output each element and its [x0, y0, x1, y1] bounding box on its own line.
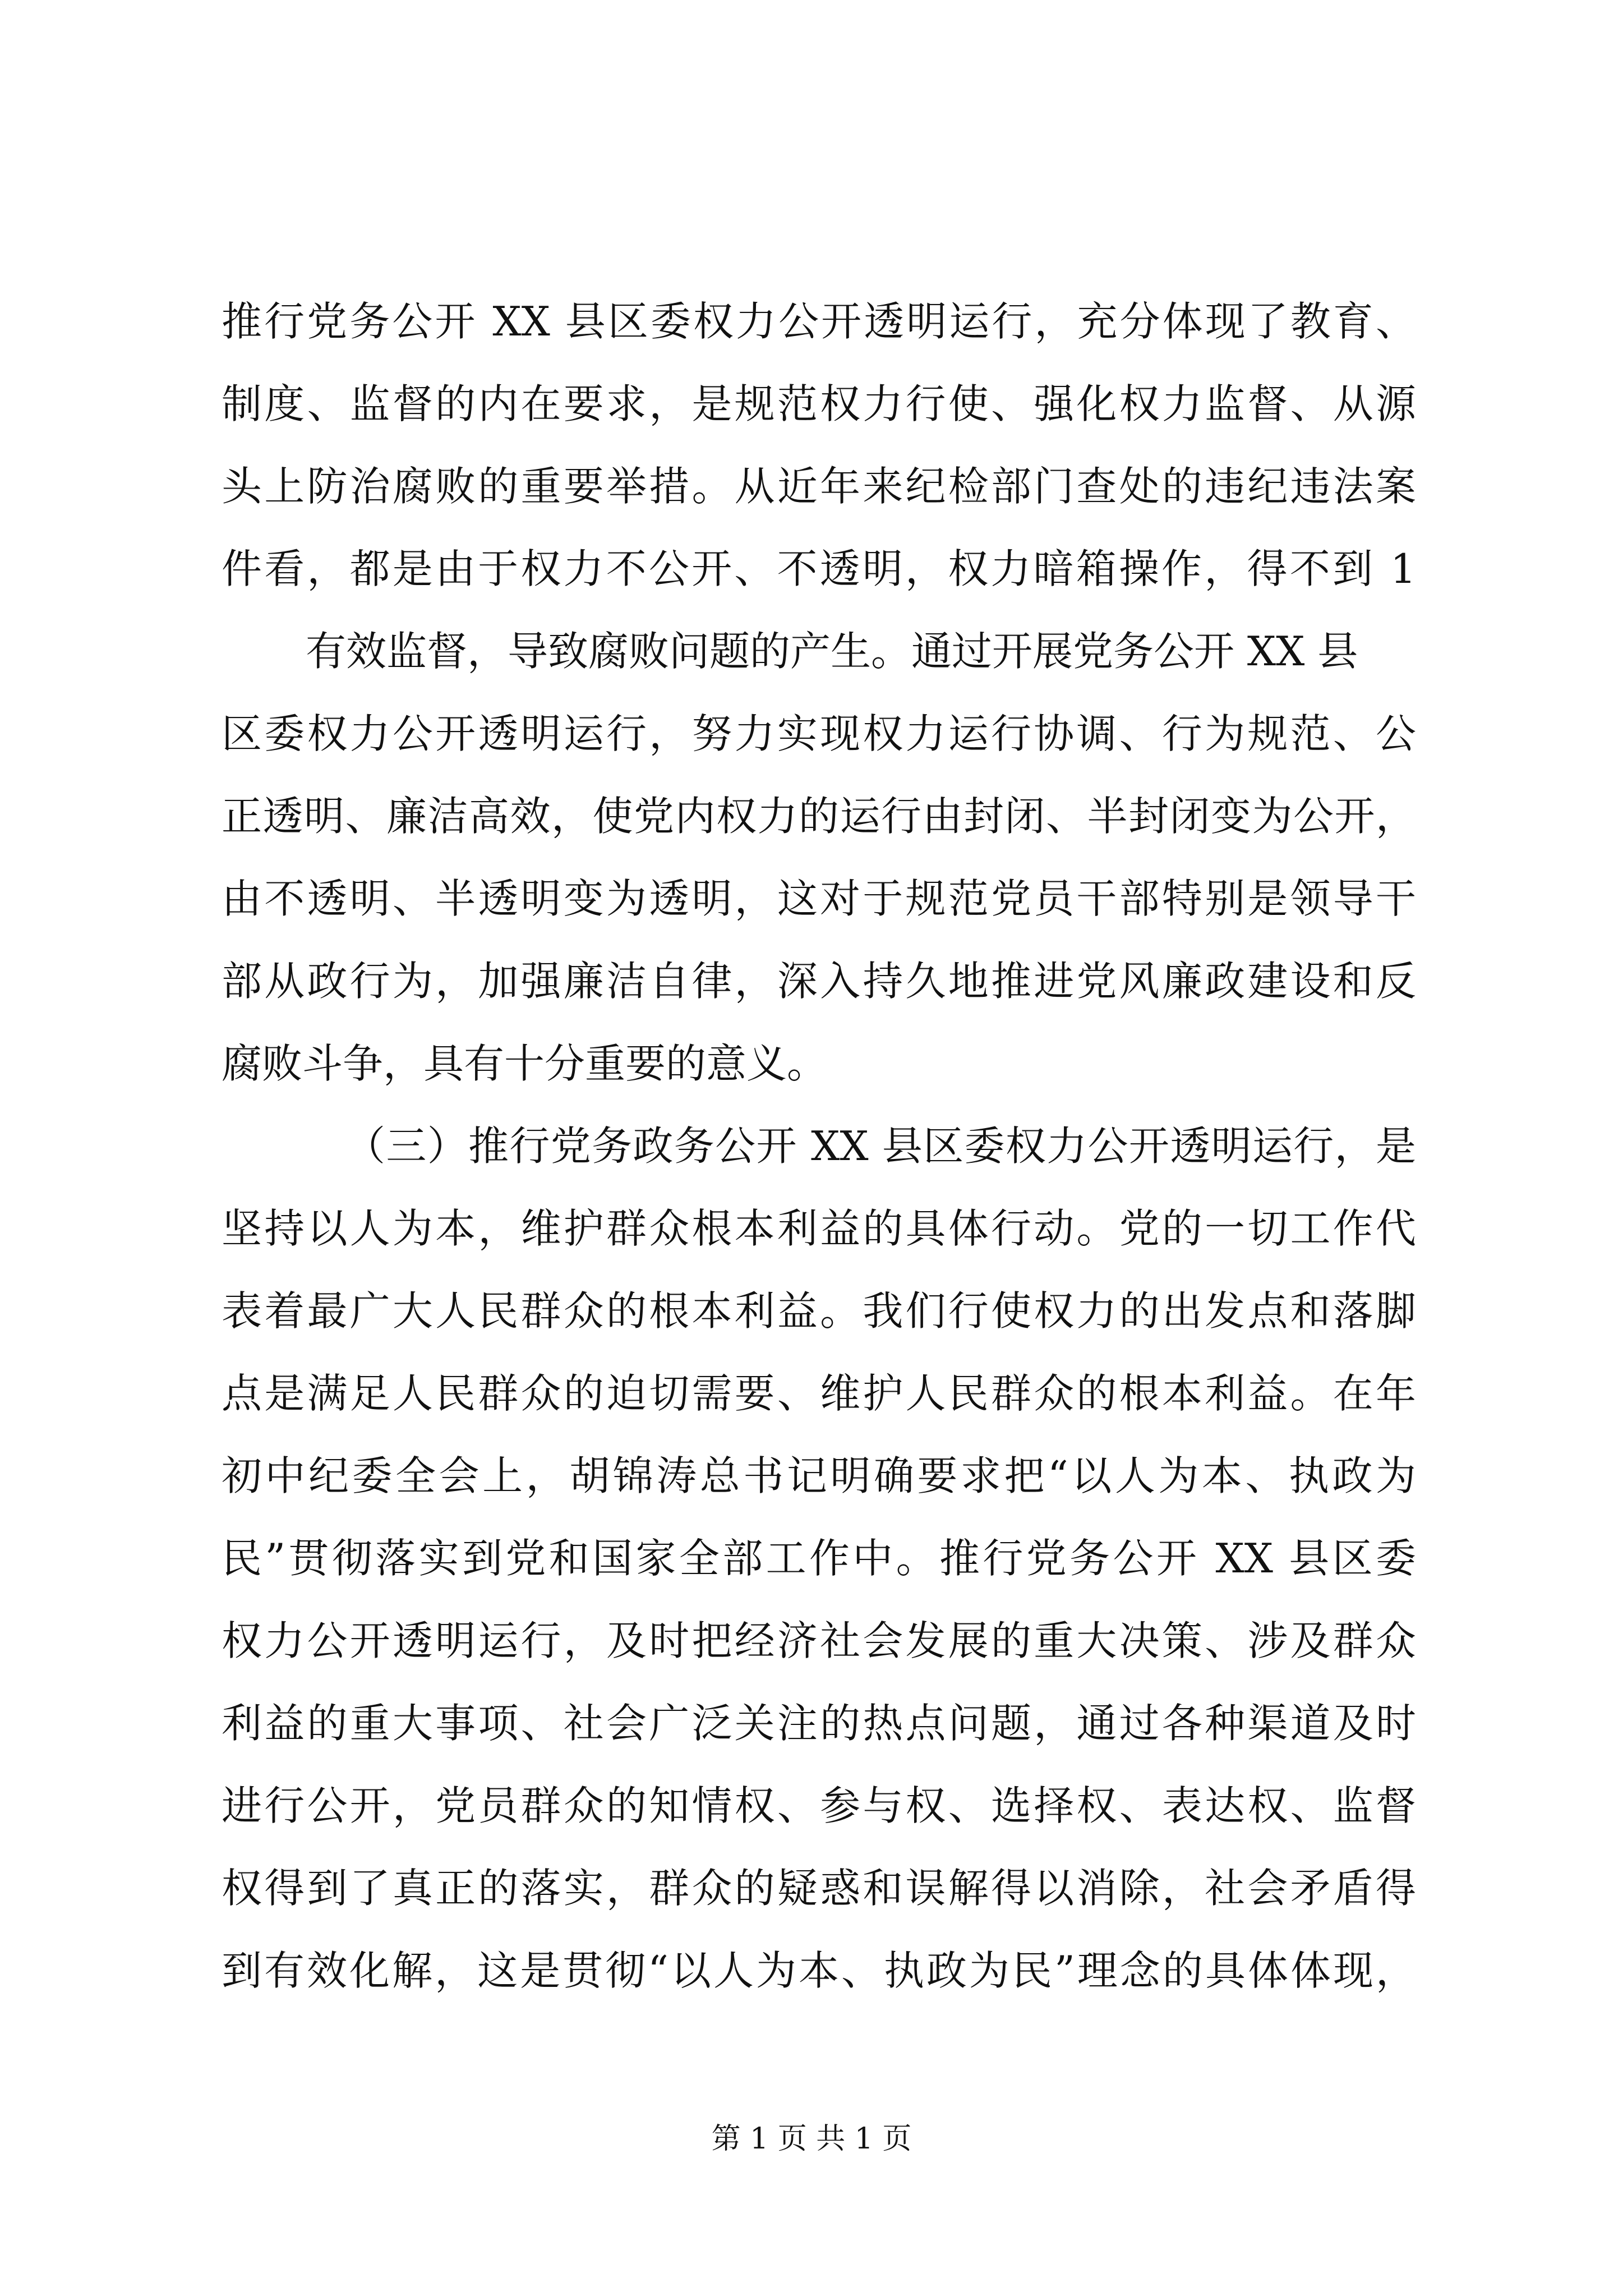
- text-line: 正透明、廉洁高效，使党内权力的运行由封闭、半封闭变为公开，: [222, 793, 1416, 840]
- page-footer: 第 1 页 共 1 页: [711, 2122, 912, 2156]
- text-line: 权得到了真正的落实，群众的疑惑和误解得以消除，社会矛盾得: [222, 1865, 1416, 1912]
- text-line: （三）推行党务政务公开 XX 县区委权力公开透明运行，是: [345, 1122, 1416, 1170]
- text-line: 区委权力公开透明运行，努力实现权力运行协调、行为规范、公: [222, 710, 1416, 757]
- text-line: 头上防治腐败的重要举措。从近年来纪检部门查处的违纪违法案: [222, 463, 1416, 510]
- text-line: 进行公开，党员群众的知情权、参与权、选择权、表达权、监督: [222, 1782, 1416, 1829]
- text-line: 由不透明、半透明变为透明，这对于规范党员干部特别是领导干: [222, 875, 1416, 922]
- text-line: 部从政行为，加强廉洁自律，深入持久地推进党风廉政建设和反: [222, 958, 1416, 1005]
- text-line: 利益的重大事项、社会广泛关注的热点问题，通过各种渠道及时: [222, 1700, 1416, 1747]
- text-line: 表着最广大人民群众的根本利益。我们行使权力的出发点和落脚: [222, 1287, 1416, 1335]
- text-line: 点是满足人民群众的迫切需要、维护人民群众的根本利益。在年: [222, 1370, 1416, 1417]
- text-line: 有效监督，导致腐败问题的产生。通过开展党务公开 XX 县: [306, 628, 1358, 675]
- text-line: 腐败斗争，具有十分重要的意义。: [222, 1040, 828, 1087]
- text-line: 民”贯彻落实到党和国家全部工作中。推行党务公开 XX 县区委: [222, 1535, 1416, 1582]
- text-line: 坚持以人为本，维护群众根本利益的具体行动。党的一切工作代: [222, 1205, 1416, 1252]
- text-line: 权力公开透明运行，及时把经济社会发展的重大决策、涉及群众: [222, 1617, 1416, 1664]
- text-line: 初中纪委全会上，胡锦涛总书记明确要求把“以人为本、执政为: [222, 1452, 1416, 1499]
- text-line: 推行党务公开 XX 县区委权力公开透明运行，充分体现了教育、: [222, 298, 1416, 345]
- text-line: 件看，都是由于权力不公开、不透明，权力暗箱操作，得不到 1: [222, 545, 1416, 592]
- text-line: 制度、监督的内在要求，是规范权力行使、强化权力监督、从源: [222, 380, 1416, 427]
- text-line: 到有效化解，这是贯彻“以人为本、执政为民”理念的具体体现，: [222, 1947, 1416, 1994]
- document-body: [222, 280, 1416, 2012]
